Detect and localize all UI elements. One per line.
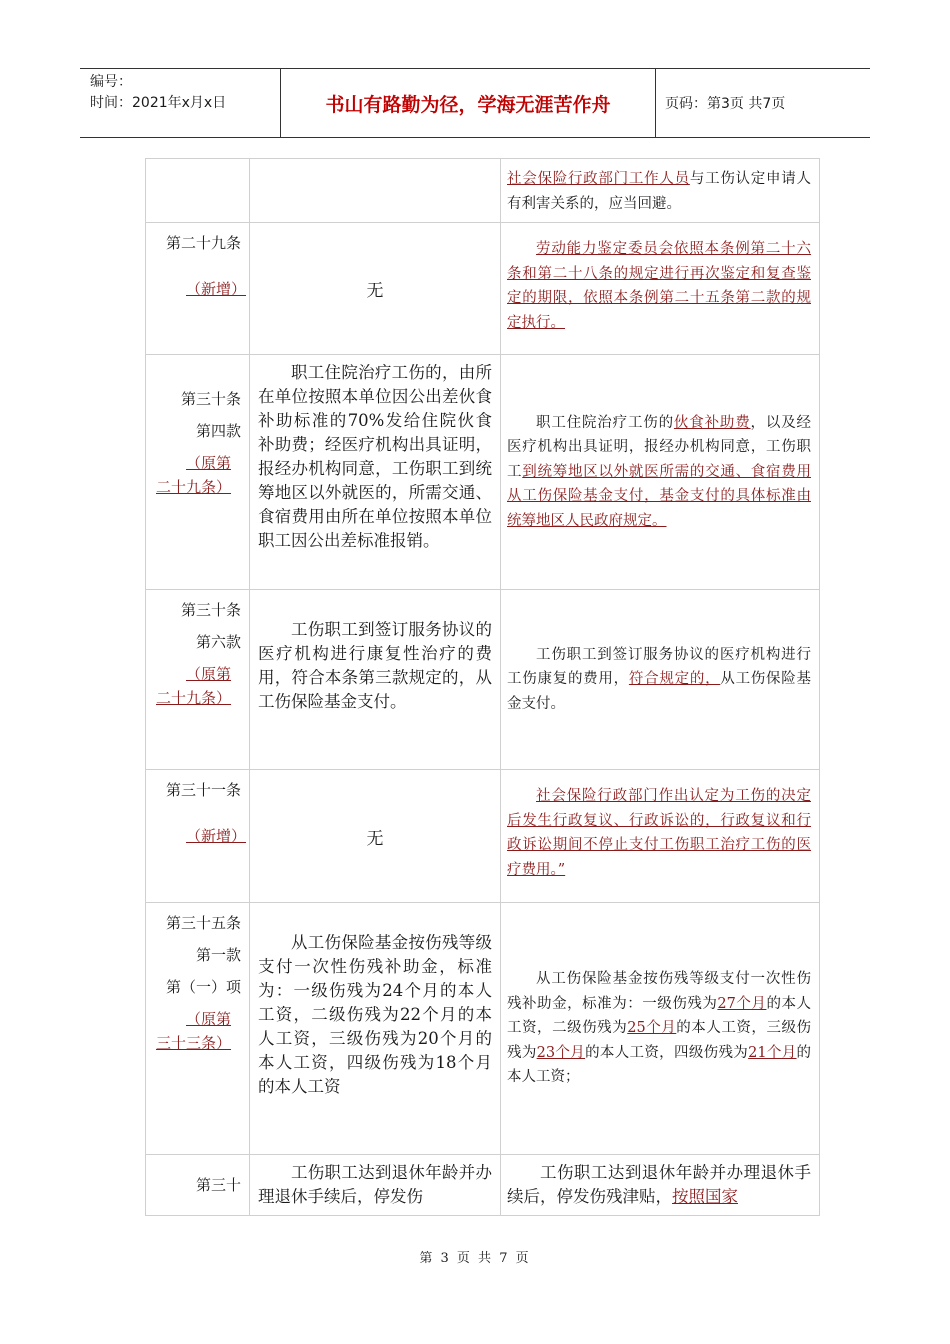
article-cell xyxy=(146,355,250,590)
article-number: 第三十一条 xyxy=(165,781,241,799)
new-text: 工伤职工达到退休年龄并办理退休手续后，停发伤残津贴， xyxy=(507,1163,811,1206)
table-row xyxy=(146,903,820,1155)
revision-text: 社会保险行政部门工作人员 xyxy=(507,171,690,187)
old-text-cell xyxy=(250,355,501,590)
new-text: 职工住院治疗工伤的 xyxy=(536,414,674,431)
header-left xyxy=(80,69,280,137)
revision-text: 社会保险行政部门作出认定为工伤的决定后发生行政复议、行政诉讼的，行政复议和行政诉讼期间不停止支付工伤职工治疗工伤的医疗费用。” xyxy=(507,788,811,878)
new-text-cell xyxy=(501,355,820,590)
article-note: （新增） xyxy=(186,280,247,298)
new-text: 从工伤保险基金支付。 xyxy=(507,671,812,712)
new-text: 的本人工资； xyxy=(507,1044,812,1086)
table-row xyxy=(146,159,820,223)
old-text: 工伤职工达到退休年龄并办理退休手续后，停发伤 xyxy=(258,1163,492,1206)
article-cell xyxy=(146,903,250,1155)
table-row xyxy=(146,590,820,770)
article-cell xyxy=(146,590,250,770)
article-clause: 第六款 xyxy=(195,633,241,651)
new-text: 工伤职工到签订服务协议的医疗机构进行工伤康复的费用， xyxy=(507,646,811,688)
new-text-cell xyxy=(501,159,820,223)
article-number: 第三十条 xyxy=(180,390,241,408)
comparison-table xyxy=(145,158,820,1216)
new-text-cell xyxy=(501,770,820,903)
new-text: 的本人工资，三级伤残为 xyxy=(507,1020,812,1061)
revision-text: 伙食补助费 xyxy=(673,414,751,431)
document-number-label: 编号： xyxy=(90,74,132,90)
revision-text: 按照国家 xyxy=(672,1187,738,1206)
revision-text: 27个月 xyxy=(717,995,767,1012)
table-row xyxy=(146,355,820,590)
article-clause: 第四款 xyxy=(195,422,241,440)
new-text-cell xyxy=(501,903,820,1155)
old-text: 无 xyxy=(366,281,384,301)
old-text-cell xyxy=(250,590,501,770)
old-text-cell xyxy=(250,159,501,223)
article-cell xyxy=(146,770,250,903)
new-text: 与工伤认定申请人有利害关系的，应当回避。 xyxy=(507,171,812,212)
page-header xyxy=(80,68,870,138)
table-row xyxy=(146,770,820,903)
article-clause: 第一款 xyxy=(195,946,241,964)
revision-text: 符合规定的， xyxy=(628,671,721,688)
article-cell xyxy=(146,223,250,355)
article-number: 第二十九条 xyxy=(165,234,241,252)
article-number: 第三十 xyxy=(195,1176,241,1194)
article-note: （原第二十九条） xyxy=(156,665,232,707)
article-item: 第（一）项 xyxy=(165,978,241,996)
new-text-cell xyxy=(501,223,820,355)
old-text: 工伤职工到签订服务协议的医疗机构进行康复性治疗的费用，符合本条第三款规定的，从工伤保险基金支付。 xyxy=(258,620,492,711)
page-footer: 第 3 页 共 7 页 xyxy=(419,1251,531,1266)
new-text: 从工伤保险基金按伤残等级支付一次性伤残补助金，标准为：一级伤残为 xyxy=(507,971,811,1012)
document-time-label: 时间：2021年x月x日 xyxy=(90,95,227,111)
article-number: 第三十五条 xyxy=(165,914,241,932)
new-text: ，以及经医疗机构出具证明，报经办机构同意，工伤职工 xyxy=(507,414,812,480)
table-row xyxy=(146,223,820,355)
article-cell xyxy=(146,159,250,223)
revision-text: 21个月 xyxy=(748,1044,797,1061)
revision-text: 25个月 xyxy=(627,1020,677,1037)
table-row xyxy=(146,1155,820,1216)
revision-text: 劳动能力鉴定委员会依照本条例第二十六条和第二十八条的规定进行再次鉴定和复查鉴定的期限，依照本条例第二十五条第二款的规定执行。 xyxy=(507,241,811,331)
revision-text: 23个月 xyxy=(536,1044,586,1061)
article-note: （原第三十三条） xyxy=(156,1010,232,1052)
old-text: 职工住院治疗工伤的，由所在单位按照本单位因公出差伙食补助标准的70%发给住院伙食补助费；经医疗机构出具证明，报经办机构同意，工伤职工到统筹地区以外就医的，所需交通、食宿费用由所在单位按照本单位职工因公出差标准报销。 xyxy=(258,363,492,550)
new-text: 的本人工资，二级伤残为 xyxy=(507,995,812,1037)
article-note: （原第二十九条） xyxy=(156,454,232,496)
article-note: （新增） xyxy=(186,827,247,845)
header-motto: 书山有路勤为径，学海无涯苦作舟 xyxy=(280,69,656,137)
revision-text: 到统筹地区以外就医所需的交通、食宿费用从工伤保险基金支付，基金支付的具体标准由统筹地区人民政府规定。 xyxy=(507,463,812,529)
article-number: 第三十条 xyxy=(180,601,241,619)
old-text-cell xyxy=(250,770,501,903)
new-text-cell xyxy=(501,590,820,770)
new-text: 的本人工资，四级伤残为 xyxy=(585,1044,749,1061)
old-text-cell xyxy=(250,223,501,355)
old-text: 从工伤保险基金按伤残等级支付一次性伤残补助金，标准为：一级伤残为24个月的本人工资，二级伤残为22个月的本人工资，三级伤残为20个月的本人工资，四级伤残为18个月的本人工资 xyxy=(258,933,492,1096)
article-cell xyxy=(146,1155,250,1216)
new-text-cell xyxy=(501,1155,820,1216)
old-text: 无 xyxy=(366,828,384,849)
header-page-info: 页码：第3页 共7页 xyxy=(665,96,786,112)
old-text-cell xyxy=(250,903,501,1155)
old-text-cell xyxy=(250,1155,501,1216)
